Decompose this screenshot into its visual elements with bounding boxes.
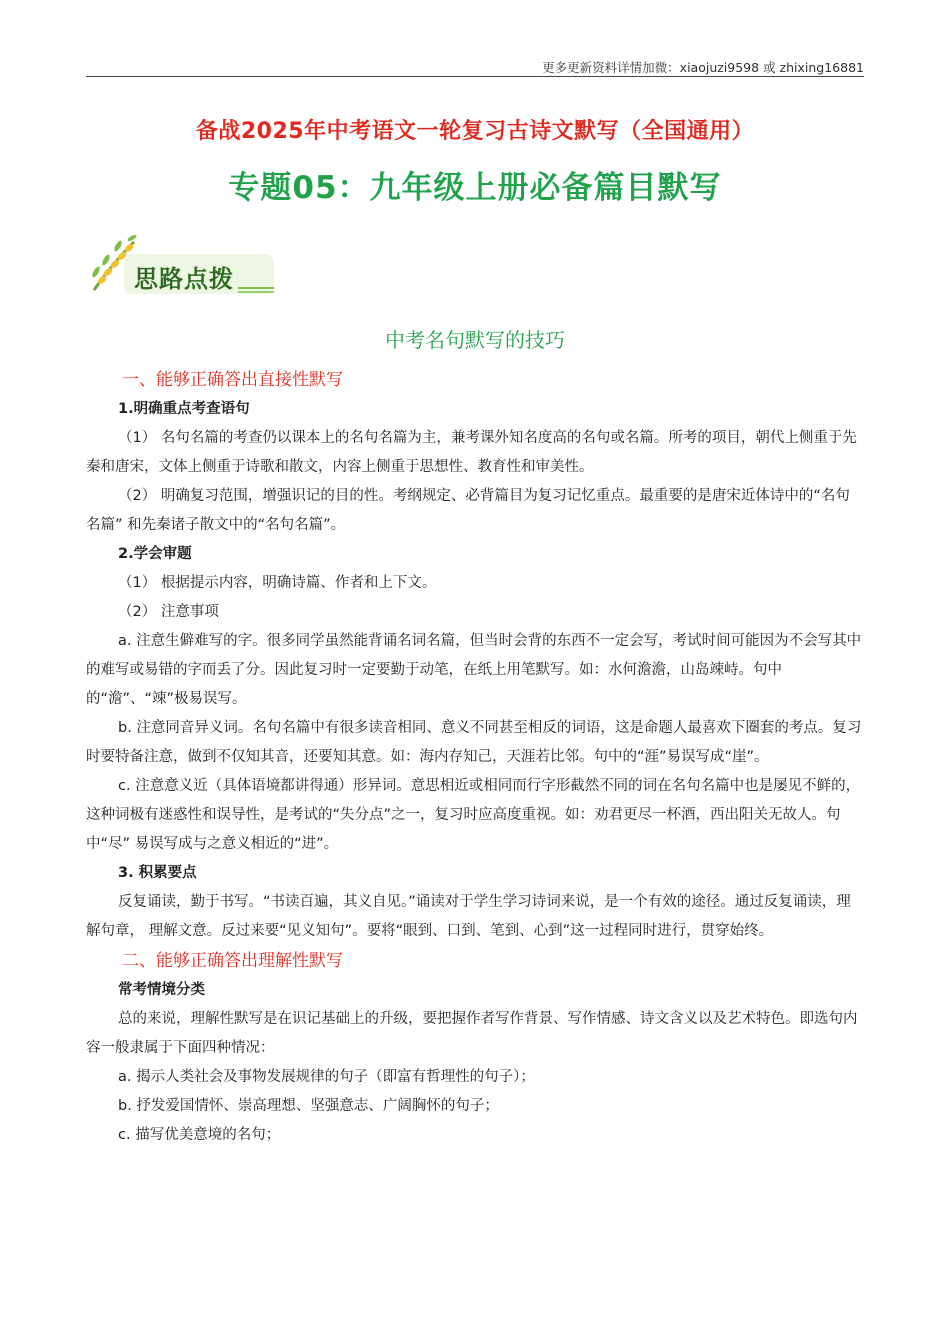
- point1-heading: 1.明确重点考查语句: [118, 401, 250, 417]
- point2-item2: （2） 注意事项: [118, 604, 219, 620]
- page-title: 备战2025年中考语文一轮复习古诗文默写（全国通用）: [195, 119, 755, 144]
- point2-item1: （1） 根据提示内容，明确诗篇、作者和上下文。: [118, 575, 437, 591]
- point1-item1: （1） 名句名篇的考查仍以课本上的名句名篇为主，兼考课外知名度高的名句或名篇。所考的项目，朝代上侧重于先秦和唐宋，文体上侧重于诗歌和散文，内容上侧重于思想性、教育性和审美性。: [86, 430, 857, 475]
- section2-item-c: c. 描写优美意境的名句；: [118, 1127, 281, 1143]
- section-subtitle: 中考名句默写的技巧: [385, 328, 565, 352]
- section-badge: [88, 234, 278, 298]
- section1-heading: 一、能够正确答出直接性默写: [122, 370, 343, 390]
- section2-intro: 总的来说，理解性默写是在识记基础上的升级，要把握作者写作背景、写作情感、诗文含义以及艺术特色。即选句内容一般隶属于下面四种情况：: [86, 1011, 858, 1056]
- section2-item-b: b. 抒发爱国情怀、崇高理想、坚强意志、广阔胸怀的句子；: [118, 1098, 499, 1114]
- header-divider: [86, 76, 864, 77]
- article-body: [86, 365, 864, 1150]
- point3-heading: 3. 积累要点: [118, 865, 197, 881]
- point2-note-c: c. 注意意义近（具体语境都讲得通）形异词。意思相近或相同而行字形截然不同的词在名句名篇中也是屡见不鲜的，这种词极有迷惑性和误导性，是考试的“失分点”之一，复习时应高度重视。如：劝君更尽一杯酒，西出阳关无故人。句中“尽” 易误写成与之意义相近的“进”。: [86, 778, 861, 852]
- section2-item-a: a. 揭示人类社会及事物发展规律的句子（即富有哲理性的句子）；: [118, 1069, 535, 1085]
- point2-note-b: b. 注意同音异义词。名句名篇中有很多读音相同、意义不同甚至相反的词语，这是命题人最喜欢下圈套的考点。复习时要特备注意，做到不仅知其音，还要知其意。如：海内存知己，天涯若比邻。句中的“涯”易误写成“崖”。: [86, 720, 862, 765]
- point2-note-a: a. 注意生僻难写的字。很多同学虽然能背诵名词名篇，但当时会背的东西不一定会写，考试时间可能因为不会写其中的难写或易错的字而丢了分。因此复习时一定要勤于动笔，在纸上用笔默写。如：水何澹澹，山岛竦峙。句中的“澹”、“竦”极易误写。: [86, 633, 862, 707]
- section2-heading: 二、能够正确答出理解性默写: [122, 951, 343, 971]
- point1-item2: （2） 明确复习范围，增强识记的目的性。考纲规定、必背篇目为复习记忆重点。最重要的是唐宋近体诗中的“名句名篇” 和先秦诸子散文中的“名句名篇”。: [86, 488, 850, 533]
- section2-subheading: 常考情境分类: [118, 982, 205, 998]
- point2-heading: 2.学会审题: [118, 546, 192, 562]
- header-note: 更多更新资料详情加微：xiaojuzi9598 或 zhixing16881: [542, 60, 864, 75]
- badge-label: 思路点拨: [134, 265, 234, 293]
- point3-text: 反复诵读，勤于书写。“书读百遍，其义自见。”诵读对于学生学习诗词来说，是一个有效的途径。通过反复诵读，理解句章， 理解文意。反过来要“见义知句”。要将“眼到、口到、笔到、心到”这一过程同时进行，贯穿始终。: [86, 894, 851, 939]
- topic-title: 专题05：九年级上册必备篇目默写: [228, 170, 722, 206]
